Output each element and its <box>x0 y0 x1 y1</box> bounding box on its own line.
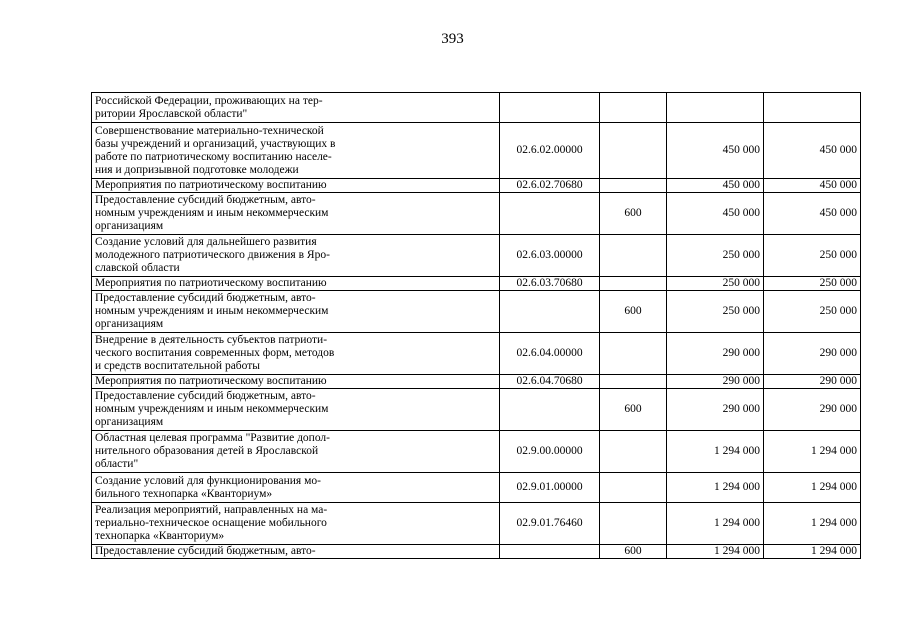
expense-type-cell: 600 <box>600 389 667 431</box>
target-code-cell <box>500 291 600 333</box>
row-name-cell <box>92 193 500 235</box>
amount-year-2-cell: 450 000 <box>764 123 861 179</box>
amount-year-1-cell: 290 000 <box>667 333 764 375</box>
row-name-line: номным учреждениям и иным некоммерческим <box>95 207 329 219</box>
amount-year-2-cell: 250 000 <box>764 277 861 291</box>
table-row <box>92 291 861 333</box>
amount-year-1-cell: 290 000 <box>667 375 764 389</box>
table-row <box>92 123 861 179</box>
row-name-line: организациям <box>95 220 164 232</box>
amount-year-1-cell: 450 000 <box>667 123 764 179</box>
amount-year-1-cell: 1 294 000 <box>667 545 764 559</box>
table-row <box>92 545 861 559</box>
amount-year-2-cell: 290 000 <box>764 389 861 431</box>
target-code-cell: 02.6.04.70680 <box>500 375 600 389</box>
amount-year-2-cell <box>764 93 861 123</box>
target-code-cell: 02.6.04.00000 <box>500 333 600 375</box>
row-name-cell <box>92 277 500 291</box>
row-name-line: ческого воспитания современных форм, методов <box>95 347 335 359</box>
row-name-cell <box>92 93 500 123</box>
row-name-line: Создание условий для дальнейшего развития <box>95 236 317 248</box>
table-row <box>92 235 861 277</box>
expense-type-cell: 600 <box>600 545 667 559</box>
row-name-line: организациям <box>95 318 164 330</box>
expense-type-cell <box>600 503 667 545</box>
row-name-line: номным учреждениям и иным некоммерческим <box>95 403 329 415</box>
row-name-line: Реализация мероприятий, направленных на ма- <box>95 504 328 516</box>
amount-year-1-cell: 450 000 <box>667 193 764 235</box>
target-code-cell <box>500 545 600 559</box>
row-name-cell <box>92 375 500 389</box>
expense-type-cell: 600 <box>600 291 667 333</box>
amount-year-1-cell: 1 294 000 <box>667 431 764 473</box>
table-row <box>92 333 861 375</box>
row-name-line: Совершенствование материально-технической <box>95 124 324 137</box>
amount-year-2-cell: 450 000 <box>764 193 861 235</box>
budget-table <box>91 92 861 559</box>
amount-year-2-cell: 290 000 <box>764 333 861 375</box>
table-row <box>92 473 861 503</box>
row-name-line: териально-техническое оснащение мобильного <box>95 517 327 529</box>
table-row <box>92 93 861 123</box>
row-name-line: Областная целевая программа "Развитие допол- <box>95 432 330 444</box>
amount-year-1-cell: 250 000 <box>667 277 764 291</box>
row-name-line: работе по патриотическому воспитанию населе- <box>95 150 332 163</box>
target-code-cell: 02.9.00.00000 <box>500 431 600 473</box>
row-name-line: Предоставление субсидий бюджетным, авто- <box>95 390 316 402</box>
target-code-cell: 02.6.02.70680 <box>500 179 600 193</box>
row-name-line: славской области <box>95 262 180 274</box>
table-row <box>92 375 861 389</box>
row-name-line: и средств воспитательной работы <box>95 360 260 372</box>
table-row <box>92 179 861 193</box>
row-name-line: номным учреждениям и иным некоммерческим <box>95 305 329 317</box>
expense-type-cell <box>600 93 667 123</box>
row-name-line: Предоставление субсидий бюджетным, авто- <box>95 545 316 557</box>
amount-year-1-cell: 1 294 000 <box>667 503 764 545</box>
row-name-line: Создание условий для функционирования мо- <box>95 474 321 487</box>
row-name-cell <box>92 503 500 545</box>
amount-year-2-cell: 250 000 <box>764 291 861 333</box>
table-row <box>92 503 861 545</box>
expense-type-cell <box>600 123 667 179</box>
budget-table-body <box>92 93 861 559</box>
row-name-cell <box>92 179 500 193</box>
table-row <box>92 277 861 291</box>
expense-type-cell <box>600 179 667 193</box>
row-name-line: молодежного патриотического движения в Яро- <box>95 249 330 261</box>
target-code-cell <box>500 389 600 431</box>
row-name-line: Мероприятия по патриотическому воспитанию <box>95 375 327 387</box>
table-row <box>92 431 861 473</box>
row-name-cell <box>92 431 500 473</box>
amount-year-2-cell: 1 294 000 <box>764 545 861 559</box>
row-name-cell <box>92 235 500 277</box>
table-row <box>92 193 861 235</box>
target-code-cell: 02.9.01.00000 <box>500 473 600 503</box>
row-name-line: базы учреждений и организаций, участвующих в <box>95 137 336 150</box>
expense-type-cell <box>600 375 667 389</box>
expense-type-cell <box>600 333 667 375</box>
amount-year-2-cell: 1 294 000 <box>764 431 861 473</box>
row-name-cell <box>92 389 500 431</box>
row-name-line: Внедрение в деятельность субъектов патриоти- <box>95 334 328 346</box>
amount-year-1-cell: 250 000 <box>667 291 764 333</box>
row-name-line: ритории Ярославской области" <box>95 107 248 120</box>
row-name-line: Предоставление субсидий бюджетным, авто- <box>95 292 316 304</box>
amount-year-2-cell: 290 000 <box>764 375 861 389</box>
target-code-cell: 02.6.03.70680 <box>500 277 600 291</box>
row-name-line: нительного образования детей в Ярославской <box>95 445 319 457</box>
row-name-line: технопарка «Кванториум» <box>95 530 225 542</box>
amount-year-1-cell: 290 000 <box>667 389 764 431</box>
amount-year-2-cell: 1 294 000 <box>764 473 861 503</box>
target-code-cell <box>500 93 600 123</box>
target-code-cell: 02.9.01.76460 <box>500 503 600 545</box>
row-name-cell <box>92 123 500 179</box>
expense-type-cell <box>600 431 667 473</box>
expense-type-cell: 600 <box>600 193 667 235</box>
row-name-cell <box>92 545 500 559</box>
amount-year-1-cell <box>667 93 764 123</box>
amount-year-2-cell: 1 294 000 <box>764 503 861 545</box>
amount-year-1-cell: 1 294 000 <box>667 473 764 503</box>
table-row <box>92 389 861 431</box>
amount-year-2-cell: 450 000 <box>764 179 861 193</box>
row-name-line: Российской Федерации, проживающих на тер- <box>95 94 323 107</box>
page-number: 393 <box>441 31 464 47</box>
expense-type-cell <box>600 473 667 503</box>
row-name-cell <box>92 473 500 503</box>
expense-type-cell <box>600 235 667 277</box>
target-code-cell: 02.6.03.00000 <box>500 235 600 277</box>
row-name-cell <box>92 333 500 375</box>
row-name-cell <box>92 291 500 333</box>
row-name-line: бильного технопарка «Кванториум» <box>95 487 273 500</box>
amount-year-1-cell: 250 000 <box>667 235 764 277</box>
row-name-line: ния и допризывной подготовке молодежи <box>95 163 299 176</box>
target-code-cell <box>500 193 600 235</box>
row-name-line: области" <box>95 458 139 470</box>
amount-year-2-cell: 250 000 <box>764 235 861 277</box>
row-name-line: Предоставление субсидий бюджетным, авто- <box>95 194 316 206</box>
amount-year-1-cell: 450 000 <box>667 179 764 193</box>
row-name-line: организациям <box>95 416 164 428</box>
target-code-cell: 02.6.02.00000 <box>500 123 600 179</box>
row-name-line: Мероприятия по патриотическому воспитанию <box>95 179 327 191</box>
expense-type-cell <box>600 277 667 291</box>
row-name-line: Мероприятия по патриотическому воспитанию <box>95 277 327 289</box>
